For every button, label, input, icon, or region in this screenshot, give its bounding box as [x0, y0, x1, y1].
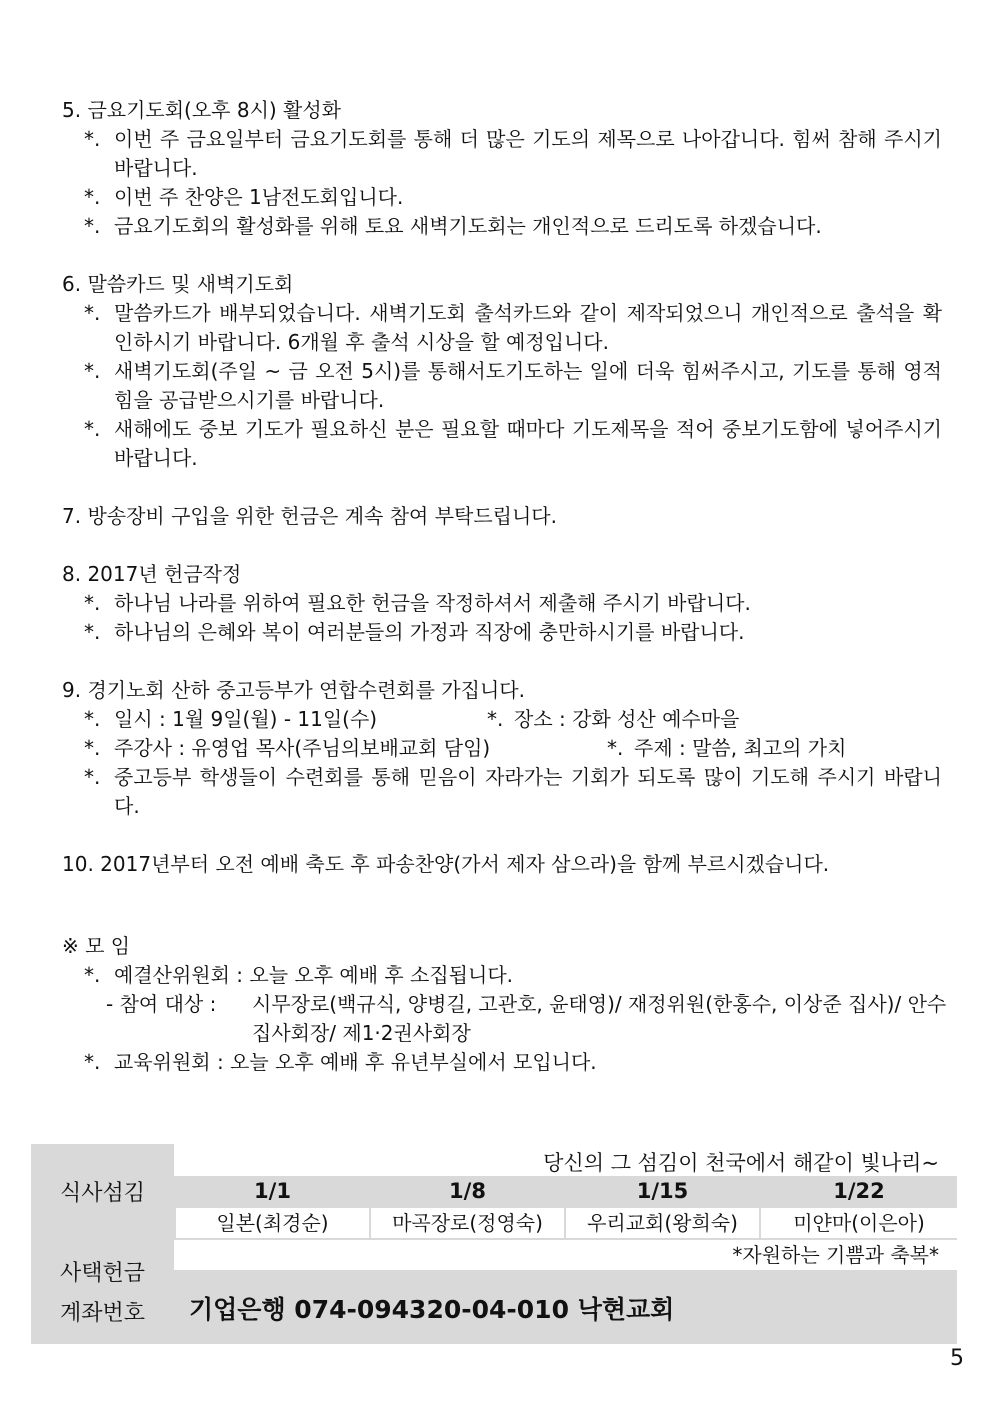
page-number: 5	[950, 1346, 964, 1371]
bullet: *.	[84, 591, 101, 615]
bullet: *.	[487, 707, 504, 731]
participants	[62, 990, 952, 1048]
list-item: *. 새벽기도회(주일 ~ 금 오전 5시)를 통해서도기도하는 일에 더욱 힘써주시고, 기도를 통해 영적 힘을 공급받으시기를 바랍니다.	[84, 359, 942, 412]
list-item: *. 금요기도회의 활성화를 위해 토요 새벽기도회는 개인적으로 드리도록 하겠습니다.	[62, 212, 942, 241]
section-heading: 10. 2017년부터 오전 예배 축도 후 파송찬양(가서 제자 삼으라)을 함께 부르시겠습니다.	[62, 852, 830, 876]
bullet: *.	[84, 185, 101, 209]
service-table	[31, 1144, 957, 1344]
bullet: *.	[84, 127, 101, 151]
name-cell: 미얀마(이은아)	[761, 1208, 957, 1238]
account-label: 계좌번호	[59, 1301, 145, 1326]
date-cell: 1/1	[176, 1176, 369, 1206]
list-item: *. 하나님 나라를 위하여 필요한 헌금을 작정하셔서 제출해 주시기 바랍니다.	[62, 589, 942, 618]
meeting-section	[62, 932, 952, 1077]
list-item: *. 중고등부 학생들이 수련회를 통해 믿음이 자라가는 기회가 되도록 많이 기도해 주시기 바랍니다.	[84, 765, 942, 818]
bullet: *.	[84, 963, 101, 987]
retreat-speaker: 주강사 : 유영업 목사(주님의보배교회 담임)	[114, 736, 491, 760]
bullet: *.	[84, 417, 101, 441]
list-item: *. 교육위원회 : 오늘 오후 예배 후 유년부실에서 모입니다.	[62, 1048, 952, 1077]
retreat-place: 장소 : 강화 성산 예수마을	[514, 707, 740, 731]
offering-label: 사택헌금	[59, 1261, 145, 1286]
list-item: *. 이번 주 금요일부터 금요기도회를 통해 더 많은 기도의 제목으로 나아갑니다. 힘써 참해 주시기 바랍니다.	[84, 127, 942, 180]
participants-label: - 참여 대상 :	[106, 992, 217, 1016]
date-cell: 1/15	[566, 1176, 759, 1206]
section-heading: 7. 방송장비 구입을 위한 헌금은 계속 참여 부탁드립니다.	[62, 504, 557, 528]
bullet: *.	[84, 707, 101, 731]
section-heading: 6. 말씀카드 및 새벽기도회	[62, 272, 294, 296]
date-cell: 1/22	[761, 1176, 957, 1206]
retreat-theme: 주제 : 말씀, 최고의 가치	[634, 736, 847, 760]
section-heading: 9. 경기노회 산하 중고등부가 연합수련회를 가집니다.	[62, 678, 525, 702]
bullet: *.	[84, 1050, 101, 1074]
date-cell: 1/8	[371, 1176, 564, 1206]
list-item: *. 말씀카드가 배부되었습니다. 새벽기도회 출석카드와 같이 제작되었으니 개인적으로 출석을 확인하시기 바랍니다. 6개월 후 출석 시상을 할 예정입니다.	[84, 301, 942, 354]
participants-list: 시무장로(백규식, 양병길, 고관호, 윤태영)/ 재정위원(한홍수, 이상준 집사)/ 안수집사회장/ 제1·2권사회장	[252, 992, 947, 1045]
name-cell: 마곡장로(정영숙)	[371, 1208, 564, 1238]
list-item: *. 하나님의 은혜와 복이 여러분들의 가정과 직장에 충만하시기를 바랍니다.	[62, 618, 942, 647]
bullet: *.	[84, 620, 101, 644]
slogan: 당신의 그 섬김이 천국에서 해같이 빛나리~	[174, 1144, 957, 1176]
name-cell: 일본(최경순)	[176, 1208, 369, 1238]
meal-label: 식사섬김	[59, 1181, 145, 1206]
list-item: *. 새해에도 중보 기도가 필요하신 분은 필요할 때마다 기도제목을 적어 중보기도함에 넣어주시기 바랍니다.	[84, 417, 942, 470]
bullet: *.	[84, 301, 101, 325]
retreat-speaker-row	[62, 734, 942, 763]
name-cell: 우리교회(왕희숙)	[566, 1208, 759, 1238]
section-heading: 8. 2017년 헌금작정	[62, 562, 242, 586]
section-heading: 5. 금요기도회(오후 8시) 활성화	[62, 98, 342, 122]
bullet: *.	[84, 736, 101, 760]
list-item: *. 이번 주 찬양은 1남전도회입니다.	[62, 183, 942, 212]
bullet: *.	[84, 359, 101, 383]
retreat-schedule-row	[62, 705, 942, 734]
blessing: *자원하는 기쁨과 축복*	[174, 1240, 957, 1270]
list-item: *. 예결산위원회 : 오늘 오후 예배 후 소집됩니다.	[62, 961, 952, 990]
meeting-title: ※ 모 임	[62, 934, 131, 958]
announcements	[62, 96, 942, 879]
bullet: *.	[84, 765, 101, 789]
bullet: *.	[84, 214, 101, 238]
retreat-schedule: 일시 : 1월 9일(월) - 11일(수)	[114, 707, 378, 731]
bullet: *.	[607, 736, 624, 760]
account-number: 기업은행 074-094320-04-010 낙현교회	[189, 1295, 675, 1324]
